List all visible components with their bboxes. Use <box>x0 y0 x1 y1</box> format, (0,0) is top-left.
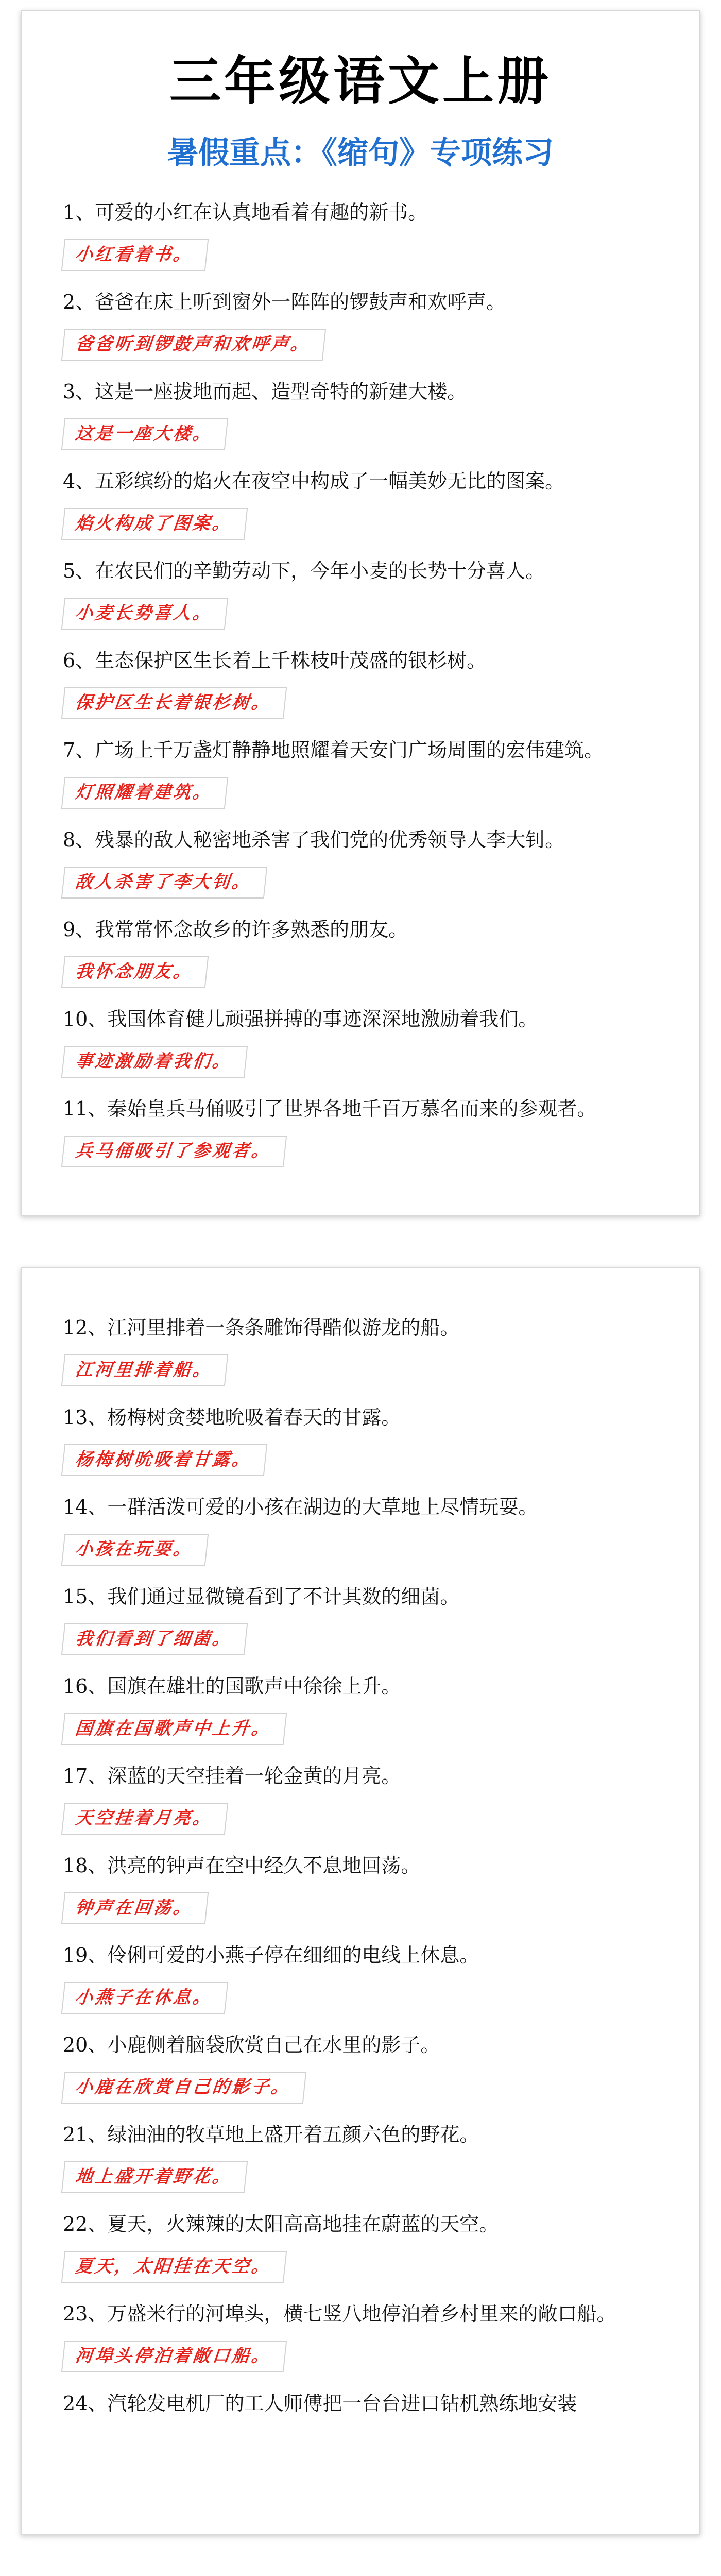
answer-box: 保护区生长着银杉树。 <box>61 687 287 719</box>
question-text: 1、可爱的小红在认真地看着有趣的新书。 <box>63 201 428 224</box>
question-text: 22、夏天，火辣辣的太阳高高地挂在蔚蓝的天空。 <box>63 2213 499 2235</box>
answer-box: 河埠头停泊着敞口船。 <box>61 2341 287 2372</box>
question-text: 23、万盛米行的河埠头，横七竖八地停泊着乡村里来的敞口船。 <box>63 2302 616 2325</box>
answer-box: 江河里排着船。 <box>61 1354 229 1386</box>
exercise-item <box>63 914 674 988</box>
question-text: 8、残暴的敌人秘密地杀害了我们党的优秀领导人李大钊。 <box>63 828 565 851</box>
exercise-item <box>63 286 674 361</box>
exercise-item <box>63 1581 674 1655</box>
question-text: 12、江河里排着一条条雕饰得酷似游龙的船。 <box>63 1316 460 1339</box>
worksheet-page-1 <box>21 10 700 1216</box>
answer-box: 爸爸听到锣鼓声和欢呼声。 <box>61 329 327 361</box>
question-text: 15、我们通过显微镜看到了不计其数的细菌。 <box>63 1585 460 1608</box>
exercise-item <box>63 1492 674 1566</box>
question-text: 3、这是一座拔地而起、造型奇特的新建大楼。 <box>63 380 467 403</box>
answer-box: 这是一座大楼。 <box>61 418 229 450</box>
exercise-item <box>63 555 674 630</box>
question-text: 19、伶俐可爱的小燕子停在细细的电线上休息。 <box>63 1944 479 1967</box>
question-text: 10、我国体育健儿顽强拼搏的事迹深深地激励着我们。 <box>63 1008 538 1030</box>
exercise-item <box>63 1940 674 2014</box>
question-text: 5、在农民们的辛勤劳动下，今年小麦的长势十分喜人。 <box>63 560 545 582</box>
exercise-item <box>63 466 674 540</box>
exercise-item <box>63 824 674 899</box>
answer-box: 小麦长势喜人。 <box>61 598 229 630</box>
answer-box: 杨梅树吮吸着甘露。 <box>61 1444 268 1476</box>
answer-box: 小红看着书。 <box>61 239 209 271</box>
answer-box: 小鹿在欣赏自己的影子。 <box>61 2072 307 2104</box>
question-text: 2、爸爸在床上听到窗外一阵阵的锣鼓声和欢呼声。 <box>63 291 506 313</box>
exercise-item <box>63 1760 674 1835</box>
question-text: 21、绿油油的牧草地上盛开着五颜六色的野花。 <box>63 2123 479 2146</box>
question-text: 11、秦始皇兵马俑吸引了世界各地千百万慕名而来的参观者。 <box>63 1097 597 1120</box>
question-text: 7、广场上千万盏灯静静地照耀着天安门广场周围的宏伟建筑。 <box>63 739 604 761</box>
answer-box: 我怀念朋友。 <box>61 956 209 988</box>
answer-box: 天空挂着月亮。 <box>61 1803 229 1835</box>
answer-box: 兵马俑吸引了参观者。 <box>61 1136 287 1167</box>
exercise-item <box>63 2029 674 2104</box>
exercise-list <box>22 1312 699 2419</box>
exercise-item <box>63 2298 674 2372</box>
exercise-item <box>63 1312 674 1386</box>
exercise-item <box>63 1093 674 1167</box>
exercise-item <box>63 2209 674 2283</box>
exercise-item <box>63 1671 674 1745</box>
question-text: 17、深蓝的天空挂着一轮金黄的月亮。 <box>63 1765 401 1787</box>
question-text: 16、国旗在雄壮的国歌声中徐徐上升。 <box>63 1675 401 1698</box>
answer-box: 国旗在国歌声中上升。 <box>61 1713 287 1745</box>
question-text: 6、生态保护区生长着上千株枝叶茂盛的银杉树。 <box>63 649 487 672</box>
question-text: 13、杨梅树贪婪地吮吸着春天的甘露。 <box>63 1406 401 1429</box>
answer-box: 敌人杀害了李大钊。 <box>61 867 268 899</box>
answer-box: 地上盛开着野花。 <box>61 2161 248 2193</box>
worksheet-page-2 <box>21 1267 700 2535</box>
answer-box: 小燕子在休息。 <box>61 1982 229 2014</box>
question-text: 20、小鹿侧着脑袋欣赏自己在水里的影子。 <box>63 2033 440 2056</box>
answer-box: 我们看到了细菌。 <box>61 1623 248 1655</box>
exercise-list <box>22 197 699 1167</box>
question-text: 18、洪亮的钟声在空中经久不息地回荡。 <box>63 1854 421 1877</box>
exercise-item <box>63 645 674 719</box>
page-title: 三年级语文上册 <box>169 50 552 111</box>
exercise-item <box>63 1004 674 1078</box>
answer-box: 灯照耀着建筑。 <box>61 777 229 809</box>
answer-box: 钟声在回荡。 <box>61 1892 209 1924</box>
answer-box: 小孩在玩耍。 <box>61 1534 209 1566</box>
exercise-item <box>63 1850 674 1924</box>
exercise-item <box>63 2119 674 2193</box>
question-text: 24、汽轮发电机厂的工人师傅把一台台进口钻机熟练地安装 <box>63 2392 577 2415</box>
exercise-item <box>63 2388 674 2419</box>
question-text: 4、五彩缤纷的焰火在夜空中构成了一幅美妙无比的图案。 <box>63 470 565 493</box>
exercise-item <box>63 376 674 450</box>
question-text: 14、一群活泼可爱的小孩在湖边的大草地上尽情玩耍。 <box>63 1496 538 1518</box>
answer-box: 事迹激励着我们。 <box>61 1046 248 1078</box>
answer-box: 焰火构成了图案。 <box>61 508 248 540</box>
exercise-item <box>63 1402 674 1476</box>
question-text: 9、我常常怀念故乡的许多熟悉的朋友。 <box>63 918 408 941</box>
exercise-item <box>63 197 674 271</box>
exercise-item <box>63 735 674 809</box>
page-subtitle: 暑假重点：《缩句》专项练习 <box>167 135 554 171</box>
answer-box: 夏天，太阳挂在天空。 <box>61 2251 287 2283</box>
